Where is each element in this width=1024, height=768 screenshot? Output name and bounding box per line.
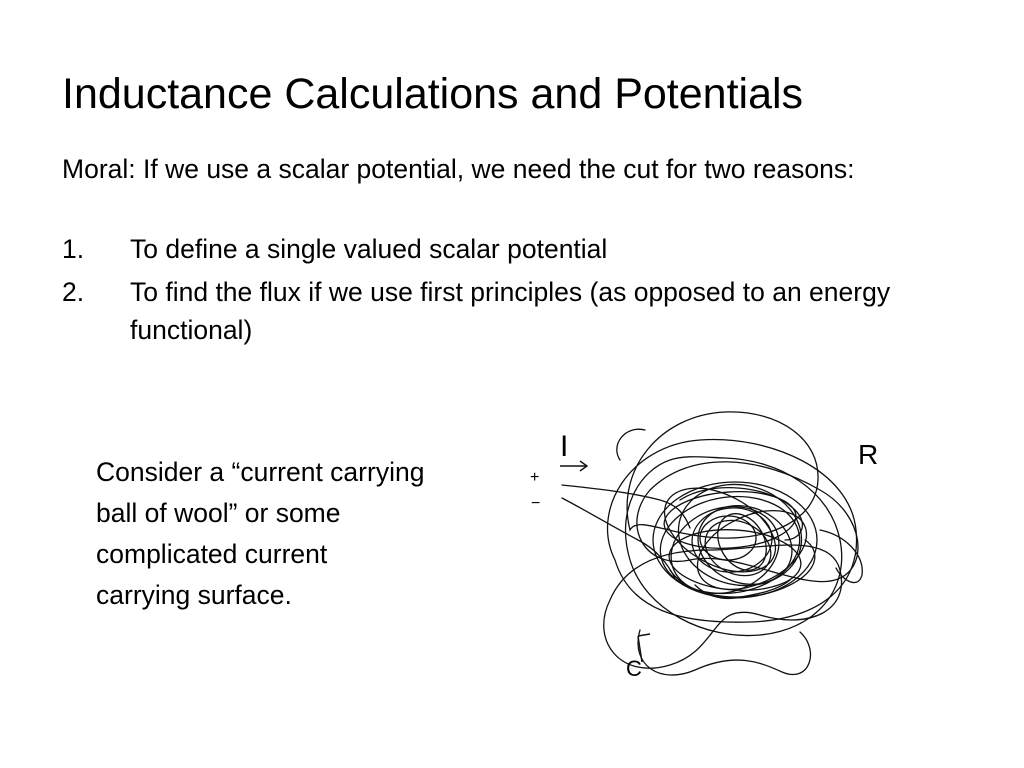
- wire-loop: [617, 429, 645, 460]
- wool-ball-diagram: [520, 400, 900, 690]
- reasons-list: [62, 230, 962, 354]
- wire-loop: [638, 630, 810, 675]
- region-label: R: [858, 439, 879, 470]
- reason-text: To define a single valued scalar potential: [130, 234, 608, 264]
- cut-label: C: [626, 656, 642, 681]
- reason-text: To find the flux if we use first principles (as opposed to an energy functional): [130, 277, 891, 345]
- minus-label: −: [531, 495, 541, 512]
- plus-label: +: [530, 469, 540, 486]
- reason-item: [62, 273, 962, 349]
- reason-number: 2.: [62, 277, 85, 307]
- wire-loop: [608, 440, 857, 623]
- figure-caption: Consider a “current carrying ball of wool” or some complicated current carrying surface.: [96, 457, 425, 610]
- slide-title: Inductance Calculations and Potentials: [62, 70, 804, 118]
- current-label: I: [560, 430, 569, 463]
- intro-text: Moral: If we use a scalar potential, we need the cut for two reasons:: [62, 154, 855, 184]
- lead-wire: [562, 498, 675, 578]
- reason-item: [62, 230, 962, 268]
- wire-loops: [562, 412, 862, 675]
- reason-number: 1.: [62, 234, 85, 264]
